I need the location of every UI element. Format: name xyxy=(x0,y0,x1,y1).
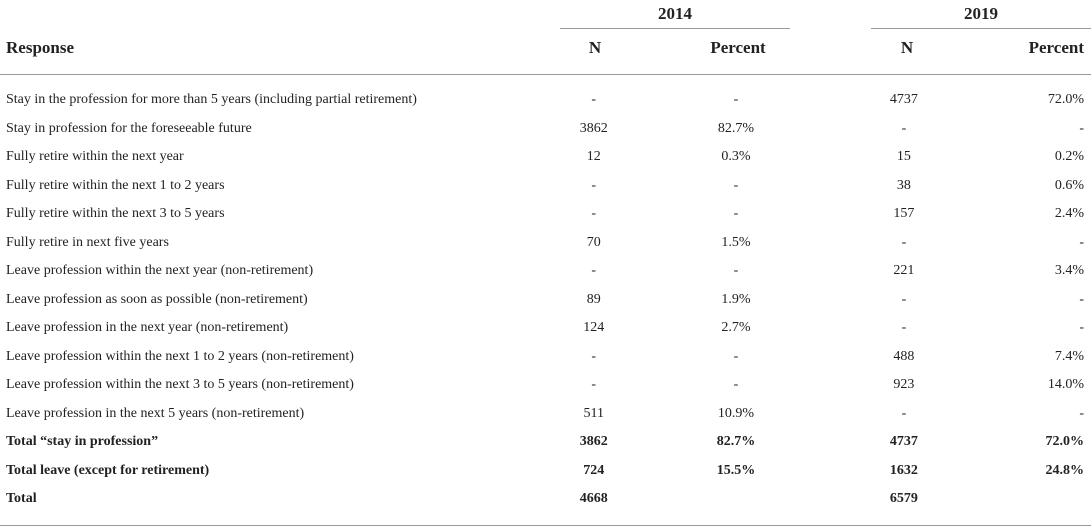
column-gap xyxy=(939,172,1006,201)
percent-2014-cell: 82.7% xyxy=(716,434,756,449)
n-2014-cell: 70 xyxy=(586,234,601,250)
column-gap xyxy=(792,286,869,315)
n-2014-cell: - xyxy=(591,92,597,107)
n-2014-cell: 3862 xyxy=(579,120,608,136)
percent-2019-cell: 24.8% xyxy=(1045,462,1084,478)
column-gap xyxy=(629,172,681,201)
percent-2014-cell: - xyxy=(733,206,739,221)
bottom-rule xyxy=(0,525,1091,526)
column-gap xyxy=(792,314,869,343)
n-2014-cell: 724 xyxy=(583,462,605,478)
n-2019-cell: - xyxy=(901,120,907,136)
n-2014-cell: 4668 xyxy=(579,491,608,506)
response-cell: Stay in the profession for more than 5 years (including partial retirement) xyxy=(6,92,417,107)
n-2014-cell: 124 xyxy=(583,320,605,335)
column-gap xyxy=(629,115,681,144)
n-2014-cell: - xyxy=(591,377,597,392)
response-cell: Leave profession within the next 1 to 2 years (non-retirement) xyxy=(6,348,354,364)
response-column-header: Response xyxy=(6,38,75,57)
percent-2014-cell: 15.5% xyxy=(716,462,756,478)
table-row xyxy=(0,400,1091,429)
response-cell: Total “stay in profession” xyxy=(6,434,159,449)
column-gap xyxy=(939,400,1006,429)
percent-2019-cell: 2.4% xyxy=(1054,206,1084,221)
column-gap xyxy=(629,485,681,514)
n-2019-cell: - xyxy=(901,405,907,421)
table-row xyxy=(0,115,1091,144)
column-gap xyxy=(939,314,1006,343)
column-gap xyxy=(629,86,681,115)
percent-2014-cell: 2.7% xyxy=(721,320,751,335)
response-cell: Fully retire within the next 3 to 5 years xyxy=(6,206,225,221)
column-gap xyxy=(939,428,1006,457)
column-gap xyxy=(939,115,1006,144)
percent-2019-cell xyxy=(1006,485,1091,514)
column-gap xyxy=(939,343,1006,372)
table-row xyxy=(0,257,1091,286)
n-2014-cell: - xyxy=(591,206,597,221)
year-2014-header: 2014 xyxy=(658,4,692,23)
column-gap xyxy=(939,257,1006,286)
column-gap xyxy=(939,485,1006,514)
table-row xyxy=(0,485,1091,514)
n-2014-cell: - xyxy=(591,263,597,278)
column-gap xyxy=(792,172,869,201)
n-2014-column-header: N xyxy=(588,38,602,57)
percent-2014-cell: - xyxy=(733,177,739,193)
percent-2014-cell: - xyxy=(733,263,739,278)
percent-2019-cell: 72.0% xyxy=(1045,434,1084,449)
header-rule xyxy=(0,74,1091,75)
percent-2019-cell: 7.4% xyxy=(1054,348,1084,364)
n-2019-cell: 1632 xyxy=(889,462,918,478)
column-gap xyxy=(629,229,681,258)
percent-2014-cell: 10.9% xyxy=(717,405,755,421)
percent-2014-cell xyxy=(680,485,791,514)
column-gap xyxy=(792,115,869,144)
table-row xyxy=(0,86,1091,115)
column-gap xyxy=(629,457,681,486)
column-gap xyxy=(792,400,869,429)
year-2019-underline xyxy=(871,28,1091,29)
response-cell: Stay in profession for the foreseeable future xyxy=(6,120,252,136)
column-gap xyxy=(629,400,681,429)
percent-2014-cell: - xyxy=(733,348,739,364)
column-gap xyxy=(629,343,681,372)
response-cell: Leave profession in the next 5 years (non-retirement) xyxy=(6,405,305,421)
table-row xyxy=(0,428,1091,457)
table-row xyxy=(0,286,1091,315)
column-gap xyxy=(939,86,1006,115)
n-2014-cell: - xyxy=(591,348,597,364)
n-2019-column-header: N xyxy=(900,38,914,57)
response-cell: Fully retire within the next year xyxy=(6,149,184,164)
response-cell: Leave profession within the next 3 to 5 years (non-retirement) xyxy=(6,377,354,392)
response-cell: Leave profession in the next year (non-retirement) xyxy=(6,320,289,335)
column-gap xyxy=(939,200,1006,229)
column-gap xyxy=(629,257,681,286)
column-gap xyxy=(629,200,681,229)
table-row xyxy=(0,314,1091,343)
percent-2019-cell: 14.0% xyxy=(1047,377,1084,392)
percent-2019-cell: - xyxy=(1079,234,1084,250)
percent-2019-cell: - xyxy=(1079,320,1084,335)
column-gap xyxy=(792,257,869,286)
column-gap xyxy=(792,343,869,372)
table-row xyxy=(0,143,1091,172)
column-gap xyxy=(792,86,869,115)
response-cell: Total xyxy=(6,491,37,506)
column-gap xyxy=(629,428,681,457)
column-gap xyxy=(792,143,869,172)
n-2014-cell: - xyxy=(591,177,597,193)
percent-2014-cell: 1.9% xyxy=(721,291,751,307)
n-2019-cell: 38 xyxy=(896,177,911,193)
n-2019-cell: 488 xyxy=(893,348,915,364)
n-2019-cell: 4737 xyxy=(889,434,918,449)
column-gap xyxy=(792,485,869,514)
percent-2014-column-header: Percent xyxy=(710,38,766,57)
response-cell: Fully retire within the next 1 to 2 years xyxy=(6,177,225,193)
column-gap xyxy=(792,200,869,229)
table-row xyxy=(0,200,1091,229)
response-cell: Total leave (except for retirement) xyxy=(6,462,210,478)
column-gap xyxy=(939,229,1006,258)
n-2019-cell: - xyxy=(901,320,907,335)
response-cell: Leave profession within the next year (non-retirement) xyxy=(6,263,314,278)
percent-2019-cell: - xyxy=(1079,405,1084,421)
column-gap xyxy=(939,143,1006,172)
retention-table xyxy=(0,86,1091,514)
n-2019-cell: 6579 xyxy=(889,491,918,506)
percent-2019-cell: 72.0% xyxy=(1047,92,1084,107)
column-gap xyxy=(939,457,1006,486)
percent-2014-cell: 82.7% xyxy=(717,120,755,136)
column-gap xyxy=(939,286,1006,315)
column-gap xyxy=(629,314,681,343)
percent-2014-cell: - xyxy=(733,377,739,392)
column-gap xyxy=(792,229,869,258)
table-row xyxy=(0,343,1091,372)
table-row xyxy=(0,229,1091,258)
response-cell: Fully retire in next five years xyxy=(6,234,169,250)
n-2019-cell: 157 xyxy=(893,206,915,221)
n-2014-cell: 511 xyxy=(583,405,604,421)
column-gap xyxy=(792,371,869,400)
percent-2019-cell: 0.2% xyxy=(1054,149,1084,164)
percent-2019-cell: - xyxy=(1079,120,1084,136)
n-2019-cell: 923 xyxy=(893,377,915,392)
column-gap xyxy=(629,143,681,172)
percent-2014-cell: 0.3% xyxy=(721,149,751,164)
percent-2019-column-header: Percent xyxy=(1028,38,1084,57)
percent-2014-cell: - xyxy=(733,92,739,107)
percent-2019-cell: 3.4% xyxy=(1054,263,1084,278)
table-row xyxy=(0,172,1091,201)
column-gap xyxy=(792,457,869,486)
column-gap xyxy=(792,428,869,457)
n-2014-cell: 89 xyxy=(586,291,601,307)
n-2014-cell: 12 xyxy=(586,149,601,164)
year-2019-header: 2019 xyxy=(964,4,998,23)
percent-2019-cell: 0.6% xyxy=(1054,177,1084,193)
percent-2019-cell: - xyxy=(1079,291,1084,307)
year-2014-underline xyxy=(560,28,790,29)
n-2019-cell: - xyxy=(901,234,907,250)
table-row xyxy=(0,457,1091,486)
n-2019-cell: 15 xyxy=(896,149,911,164)
percent-2014-cell: 1.5% xyxy=(721,234,751,250)
table-row xyxy=(0,371,1091,400)
column-gap xyxy=(629,286,681,315)
column-gap xyxy=(939,371,1006,400)
n-2014-cell: 3862 xyxy=(579,434,608,449)
n-2019-cell: - xyxy=(901,291,907,307)
n-2019-cell: 4737 xyxy=(889,92,918,107)
column-gap xyxy=(629,371,681,400)
n-2019-cell: 221 xyxy=(893,263,915,278)
response-cell: Leave profession as soon as possible (non-retirement) xyxy=(6,291,308,307)
